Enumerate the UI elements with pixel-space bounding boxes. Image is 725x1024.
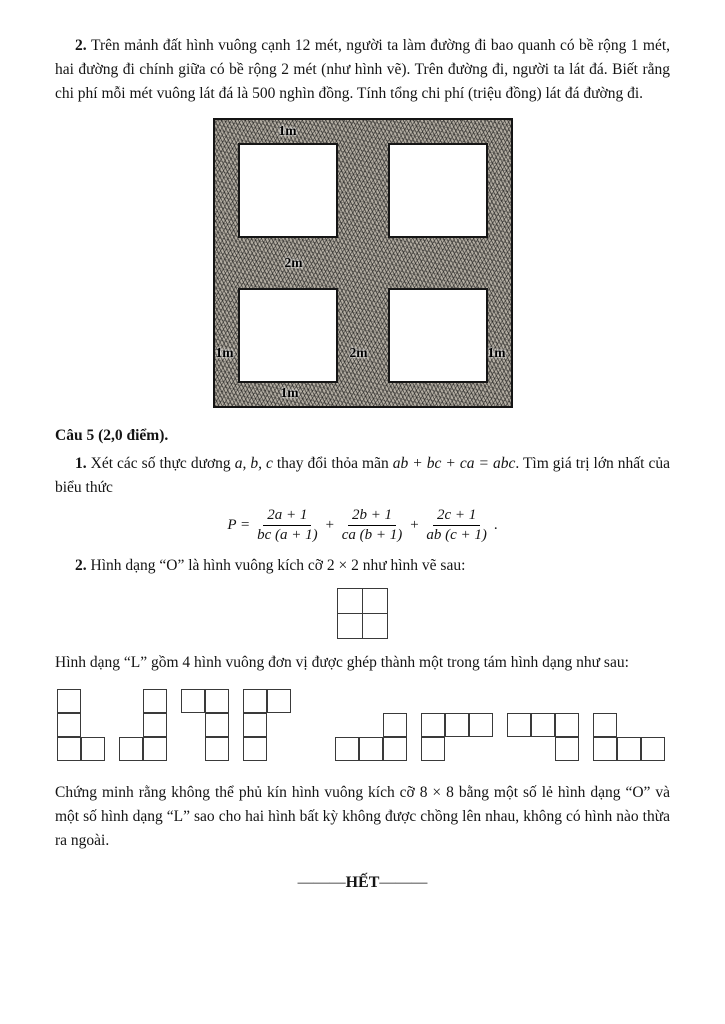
unit-square bbox=[57, 737, 81, 761]
unit-square bbox=[531, 713, 555, 737]
l-shapes-intro-paragraph bbox=[55, 651, 670, 675]
unit-square bbox=[143, 689, 167, 713]
fraction-2-denominator: ca (b + 1) bbox=[341, 527, 403, 544]
text-run: Câu 5 (2,0 điểm). bbox=[55, 427, 169, 445]
unit-square bbox=[338, 589, 362, 613]
cau5-heading bbox=[55, 424, 670, 448]
unit-square bbox=[469, 713, 493, 737]
conclusion-paragraph bbox=[55, 781, 670, 853]
unit-square bbox=[555, 737, 579, 761]
text-run: thay đổi thỏa mãn bbox=[272, 455, 393, 473]
unit-square bbox=[57, 689, 81, 713]
end-dash-right: ——— bbox=[379, 873, 428, 891]
end-label: HẾT bbox=[345, 873, 380, 891]
label-bottom-path-width: 1m bbox=[280, 385, 299, 401]
formula-period: . bbox=[493, 517, 498, 534]
fraction-3 bbox=[426, 507, 487, 545]
fraction-1-numerator: 2a + 1 bbox=[263, 507, 311, 526]
l-shape-2 bbox=[119, 689, 167, 761]
fraction-3-numerator: 2c + 1 bbox=[433, 507, 480, 526]
unit-square bbox=[363, 614, 387, 638]
text-run: Trên mảnh đất hình vuông cạnh 12 mét, người ta làm đường đi bao quanh có bề rộng 1 mét, hai đường đi chính giữa có bề rộng 2 mét (như hình vẽ). Trên đường đi, người ta lát đá. Biết rằng chi phí mỗi mét vuông lát đá là 500 nghìn đồng. Tính tổng chi phí (triệu đồng) lát đá đường đi. bbox=[55, 37, 671, 103]
text-run: a, b, c bbox=[234, 455, 273, 473]
unit-square bbox=[205, 713, 229, 737]
l-shape-5 bbox=[335, 713, 407, 761]
land-square-top-right bbox=[388, 143, 488, 238]
unit-square bbox=[57, 713, 81, 737]
text-run: 2. bbox=[75, 556, 91, 574]
land-square-top-left bbox=[238, 143, 338, 238]
text-run: 1. bbox=[75, 455, 91, 473]
land-square-bottom-left bbox=[238, 288, 338, 383]
label-horizontal-path-width: 2m bbox=[284, 255, 303, 271]
fraction-1 bbox=[257, 507, 318, 545]
unit-square bbox=[205, 689, 229, 713]
unit-square bbox=[181, 689, 205, 713]
unit-square bbox=[81, 737, 105, 761]
label-vertical-path-width: 2m bbox=[349, 345, 368, 361]
fraction-1-denominator: bc (a + 1) bbox=[257, 527, 318, 544]
unit-square bbox=[338, 614, 362, 638]
unit-square bbox=[359, 737, 383, 761]
text-run: Chứng minh rằng không thể phủ kín hình vuông kích cỡ 8 × 8 bằng một số lẻ hình dạng “O” và một số hình dạng “L” sao cho hai hình bất kỳ không được chồng lên nhau, không có hình nào thừa ra ngoài. bbox=[55, 783, 670, 849]
label-right-path-width: 1m bbox=[487, 345, 506, 361]
fraction-2-numerator: 2b + 1 bbox=[348, 507, 396, 526]
unit-square bbox=[243, 737, 267, 761]
fraction-2 bbox=[342, 507, 403, 545]
unit-square bbox=[267, 689, 291, 713]
plus-operator: + bbox=[409, 517, 420, 534]
plus-operator: + bbox=[324, 517, 335, 534]
unit-square bbox=[205, 737, 229, 761]
label-left-path-width: 1m bbox=[215, 345, 234, 361]
l-shape-8 bbox=[593, 713, 665, 761]
formula-lhs: P = bbox=[227, 517, 251, 534]
unit-square bbox=[383, 713, 407, 737]
l-shape-6 bbox=[421, 713, 493, 761]
unit-square bbox=[593, 737, 617, 761]
unit-square bbox=[335, 737, 359, 761]
l-shape-3 bbox=[181, 689, 229, 761]
cau5-part2-paragraph bbox=[55, 554, 670, 578]
unit-square bbox=[143, 713, 167, 737]
unit-square bbox=[243, 689, 267, 713]
figure-l-shapes-row bbox=[57, 689, 670, 761]
l-shape-1 bbox=[57, 689, 105, 761]
unit-square bbox=[641, 737, 665, 761]
end-marker bbox=[55, 871, 670, 896]
text-run: Hình dạng “L” gồm 4 hình vuông đơn vị được ghép thành một trong tám hình dạng như sau: bbox=[55, 653, 629, 671]
unit-square bbox=[617, 737, 641, 761]
end-dash-left: ——— bbox=[297, 873, 346, 891]
figure-paved-paths bbox=[213, 118, 513, 408]
l-shape-4 bbox=[243, 689, 291, 761]
text-run: . Tìm giá trị lớn nhất của biểu thức bbox=[55, 455, 670, 497]
unit-square bbox=[363, 589, 387, 613]
l-shape-7 bbox=[507, 713, 579, 761]
unit-square bbox=[421, 737, 445, 761]
text-run: Xét các số thực dương bbox=[90, 455, 235, 473]
unit-square bbox=[421, 713, 445, 737]
land-square-bottom-right bbox=[388, 288, 488, 383]
cau5-part1-paragraph bbox=[55, 452, 670, 500]
figure-o-shape bbox=[337, 588, 388, 639]
problem-2-paragraph bbox=[55, 34, 670, 106]
text-run: 2. bbox=[75, 37, 92, 54]
unit-square bbox=[243, 713, 267, 737]
unit-square bbox=[507, 713, 531, 737]
fraction-3-denominator: ab (c + 1) bbox=[426, 527, 487, 544]
unit-square bbox=[119, 737, 143, 761]
unit-square bbox=[383, 737, 407, 761]
unit-square bbox=[593, 713, 617, 737]
label-top-path-width: 1m bbox=[278, 123, 297, 139]
text-run: ab + bc + ca = abc bbox=[392, 455, 516, 473]
text-run: Hình dạng “O” là hình vuông kích cỡ 2 × 2 như hình vẽ sau: bbox=[90, 556, 466, 574]
unit-square bbox=[555, 713, 579, 737]
formula-P bbox=[55, 507, 670, 545]
unit-square bbox=[143, 737, 167, 761]
unit-square bbox=[445, 713, 469, 737]
